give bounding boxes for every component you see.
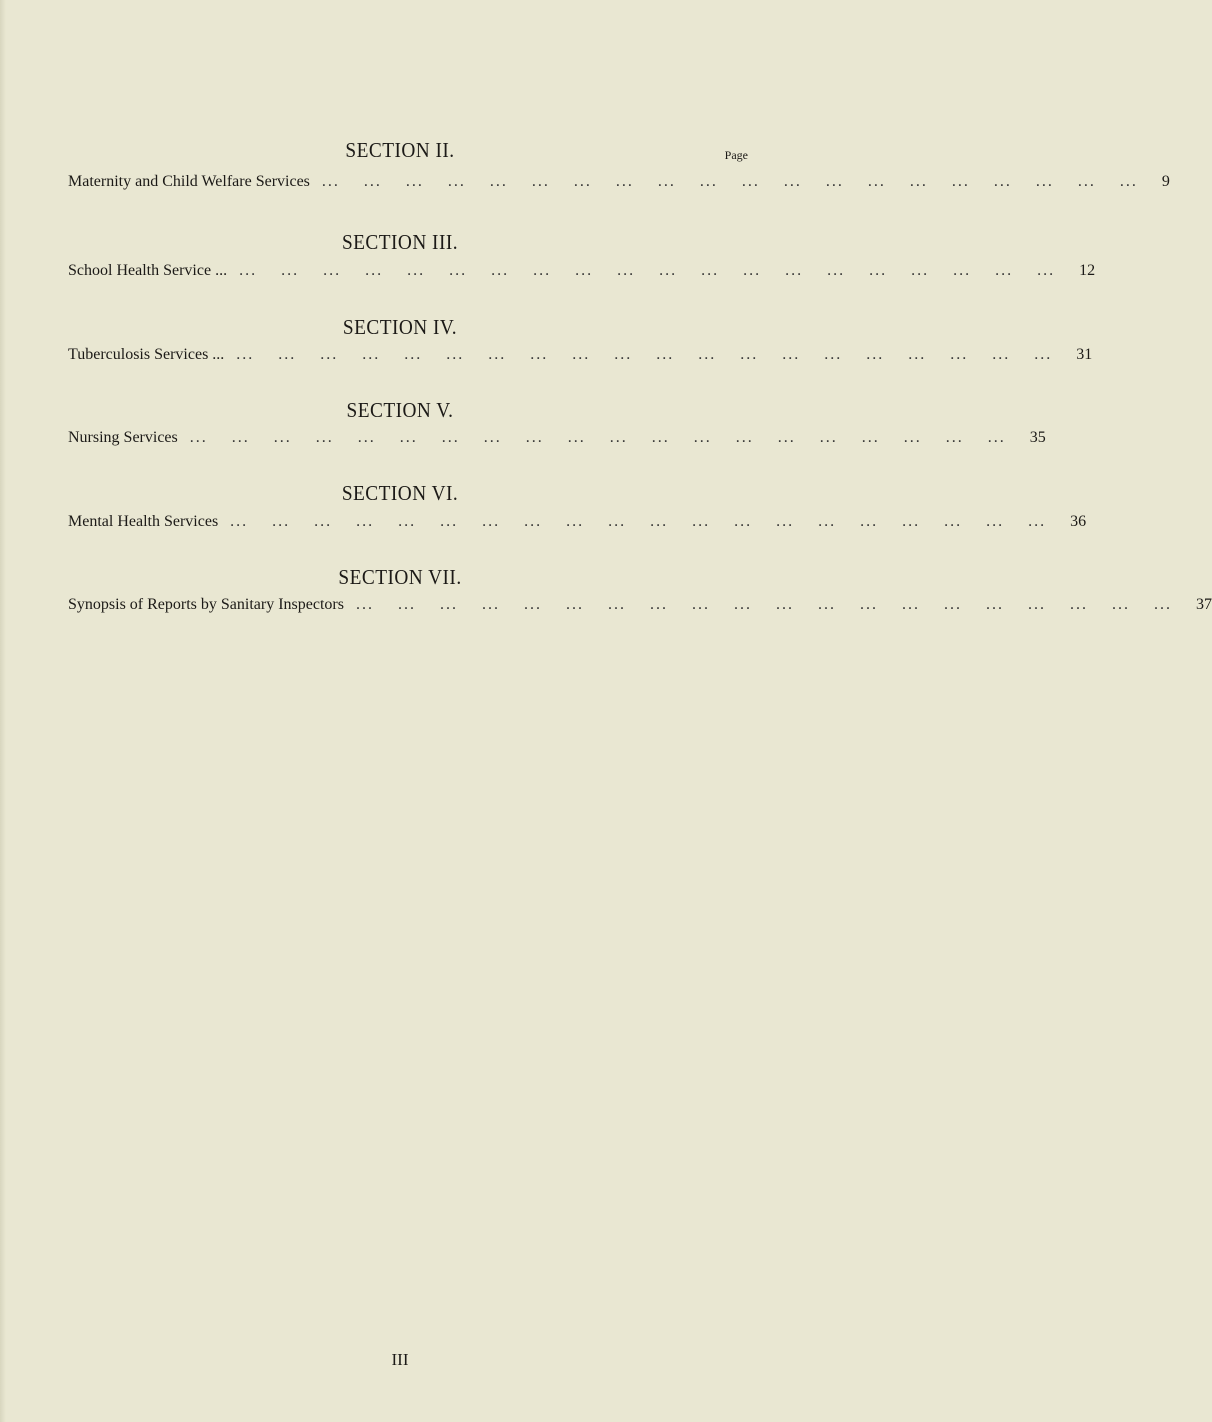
page-edge: [0, 0, 6, 1422]
page-column-label: Page: [724, 148, 748, 162]
entry-page-number: 37: [1195, 596, 1212, 613]
entry-title: Maternity and Child Welfare Services: [68, 173, 310, 190]
entry-page-number: 35: [1029, 429, 1046, 446]
entry-page-number: 9: [1161, 173, 1170, 190]
leader-dots: ... ... ... ... ... ... ... ... ... ... ... ... ... ... ... ... ... ... ... ...: [321, 173, 1162, 190]
section-heading: SECTION V.: [346, 398, 454, 422]
leader-dots: ... ... ... ... ... ... ... ... ... ... ... ... ... ... ... ... ... ... ... ...: [355, 596, 1196, 613]
section-heading: SECTION II.: [345, 138, 455, 162]
section-heading: SECTION VI.: [341, 481, 459, 505]
leader-dots: ... ... ... ... ... ... ... ... ... ... ... ... ... ... ... ... ... ... ... ...: [230, 513, 1071, 530]
entry-page-number: 31: [1076, 346, 1093, 363]
toc-entry: [68, 512, 1087, 532]
entry-title: School Health Service ...: [68, 262, 228, 279]
entry-title: Synopsis of Reports by Sanitary Inspectors: [68, 596, 344, 613]
footer-page-number: III: [391, 1350, 409, 1369]
leader-dots: ... ... ... ... ... ... ... ... ... ... ... ... ... ... ... ... ... ... ... ...: [236, 346, 1077, 363]
toc-entry: [68, 428, 1046, 448]
leader-dots: ... ... ... ... ... ... ... ... ... ... ... ... ... ... ... ... ... ... ... ...: [189, 429, 1030, 446]
entry-page-number: 12: [1079, 262, 1096, 279]
leader-dots: ... ... ... ... ... ... ... ... ... ... ... ... ... ... ... ... ... ... ... ...: [239, 262, 1080, 279]
entry-title: Mental Health Services: [68, 513, 219, 530]
entry-title: Tuberculosis Services ...: [68, 346, 225, 363]
toc-entry: [68, 261, 1096, 281]
entry-page-number: 36: [1070, 513, 1087, 530]
toc-entry: [68, 345, 1093, 365]
toc-entry: [68, 172, 1170, 192]
section-heading: SECTION IV.: [342, 315, 458, 339]
toc-entry: [68, 595, 1212, 615]
section-heading: SECTION III.: [341, 230, 459, 254]
entry-title: Nursing Services: [68, 429, 178, 446]
section-heading: SECTION VII.: [338, 565, 462, 589]
